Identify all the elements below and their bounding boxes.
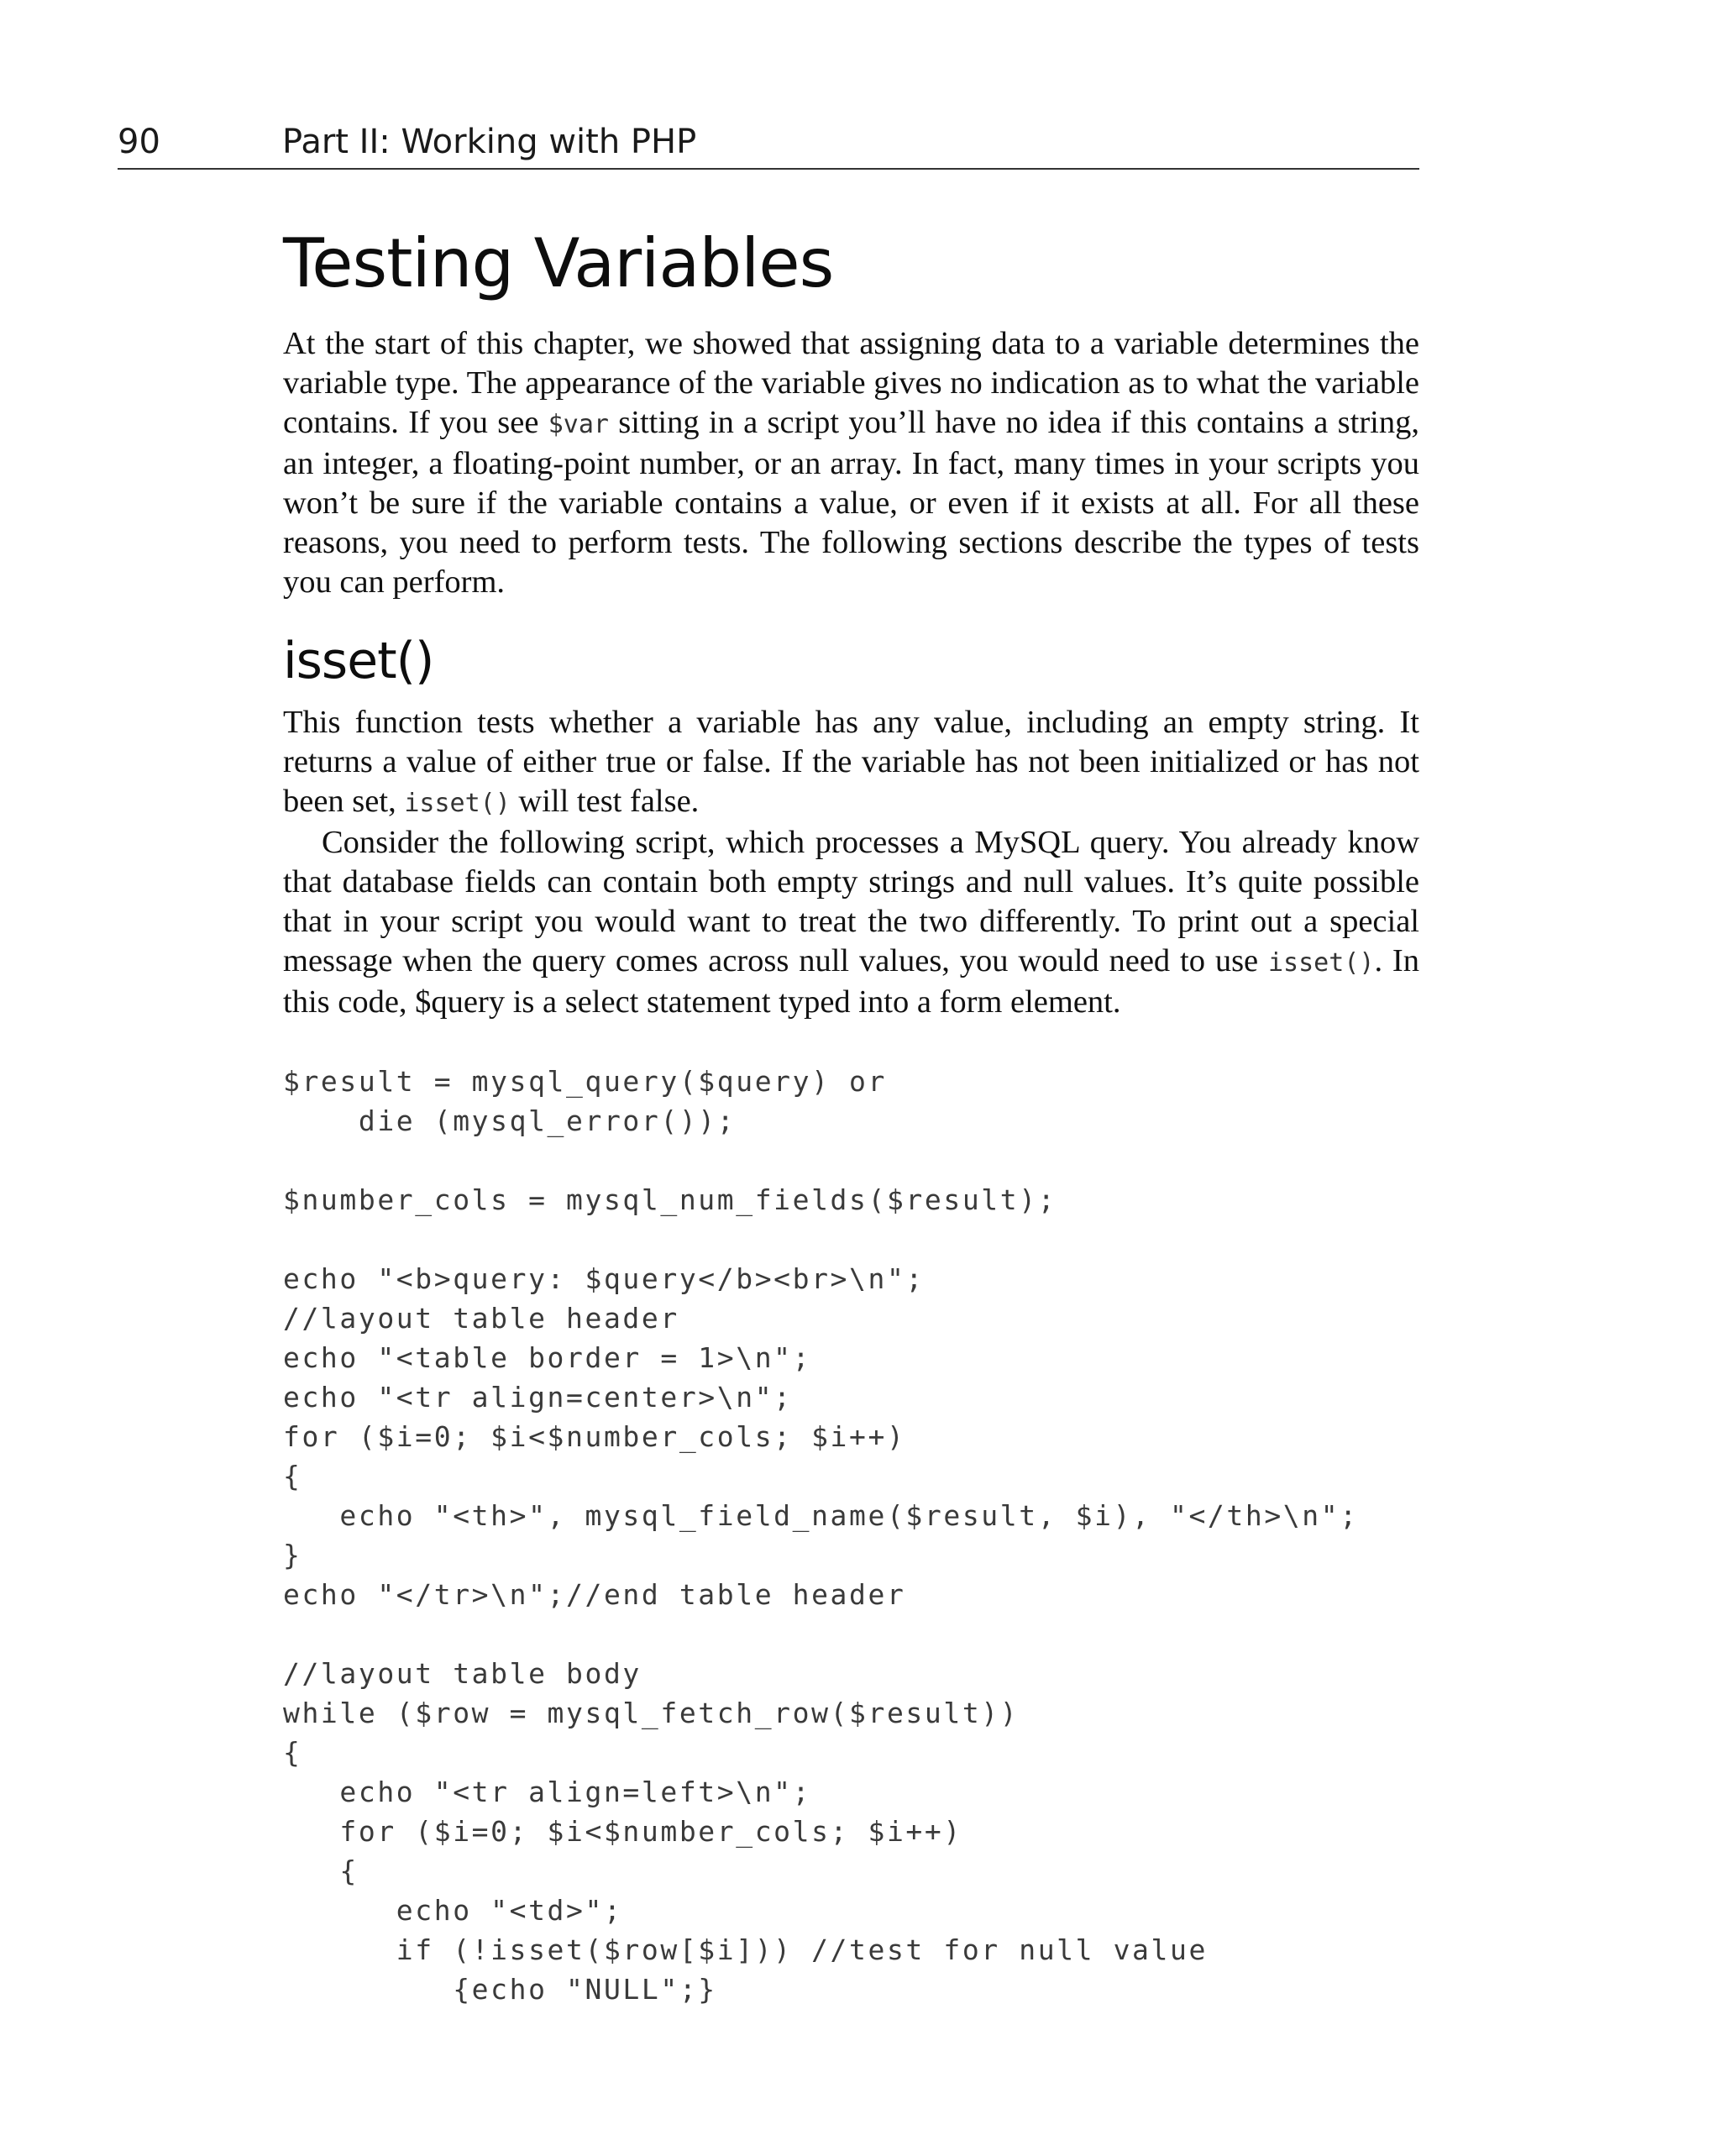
code-line: $result = mysql_query($query) or <box>283 1065 887 1098</box>
para2-text-after: . In this code, $query is a select statement typed into a form element. <box>283 943 1419 1020</box>
running-head <box>118 116 1419 170</box>
code-line: echo "<td>"; <box>283 1894 623 1927</box>
code-line: //layout table header <box>283 1302 679 1335</box>
code-line: while ($row = mysql_fetch_row($result)) <box>283 1697 1020 1729</box>
code-line: die (mysql_error()); <box>283 1104 737 1137</box>
main-content <box>283 217 1419 2009</box>
code-line: for ($i=0; $i<$number_cols; $i++) <box>283 1420 906 1453</box>
code-line: for ($i=0; $i<$number_cols; $i++) <box>283 1815 962 1848</box>
code-line: //layout table body <box>283 1657 642 1690</box>
para2-text-before: Consider the following script, which processes a MySQL query. You already know that database fields can contain both empty strings and null values. It’s quite possible that in your script you would want to treat the two differently. To print out a special message when the query comes across null values, you would need to use <box>283 825 1419 978</box>
code-line: echo "</tr>\n";//end table header <box>283 1578 906 1611</box>
isset-paragraph-2 <box>283 823 1419 1022</box>
intro-paragraph <box>283 324 1419 602</box>
code-listing <box>283 1062 1419 2009</box>
code-line: } <box>283 1539 302 1571</box>
code-line <box>283 1614 1419 1654</box>
code-line: {echo "NULL";} <box>283 1973 717 2006</box>
code-line: if (!isset($row[$i])) //test for null value <box>283 1933 1208 1966</box>
page-number: 90 <box>118 123 160 161</box>
code-line: echo "<tr align=left>\n"; <box>283 1776 812 1808</box>
code-line: $number_cols = mysql_num_fields($result); <box>283 1183 1057 1216</box>
intro-text-after: sitting in a script you’ll have no idea if this contains a string, an integer, a floating-point number, or an array. In fact, many times in your scripts you won’t be sure if the variable contains a value, or even if it exists at all. For all these reasons, you need to perform tests. The following sections describe the types of tests you can perform. <box>283 405 1419 600</box>
section-title: Testing Variables <box>283 224 834 302</box>
inline-code-var: $var <box>548 410 609 439</box>
code-line: { <box>283 1854 359 1887</box>
isset-paragraph-1 <box>283 703 1419 823</box>
code-line <box>283 1220 1419 1259</box>
code-line <box>283 1141 1419 1180</box>
code-line: { <box>283 1460 302 1492</box>
code-line: echo "<b>query: $query</b><br>\n"; <box>283 1262 925 1295</box>
code-line: echo "<th>", mysql_field_name($result, $i), "</th>\n"; <box>283 1499 1359 1532</box>
part-title: Part II: Working with PHP <box>282 123 697 161</box>
inline-code-isset: isset() <box>1268 948 1375 978</box>
subsection-title: isset() <box>283 632 434 690</box>
para1-text-after: will test false. <box>510 784 700 819</box>
intro-text-before: At the start of this chapter, we showed that assigning data to a variable determines the variable type. The appearance of the variable gives no indication as to what the variable contains. If you see <box>283 326 1419 440</box>
code-line: { <box>283 1736 302 1769</box>
para1-text-before: This function tests whether a variable has any value, including an empty string. It returns a value of either true or false. If the variable has not been initialized or has not been set, <box>283 705 1419 819</box>
inline-code-isset: isset() <box>404 789 511 818</box>
code-line: echo "<tr align=center>\n"; <box>283 1381 793 1414</box>
code-line: echo "<table border = 1>\n"; <box>283 1341 812 1374</box>
